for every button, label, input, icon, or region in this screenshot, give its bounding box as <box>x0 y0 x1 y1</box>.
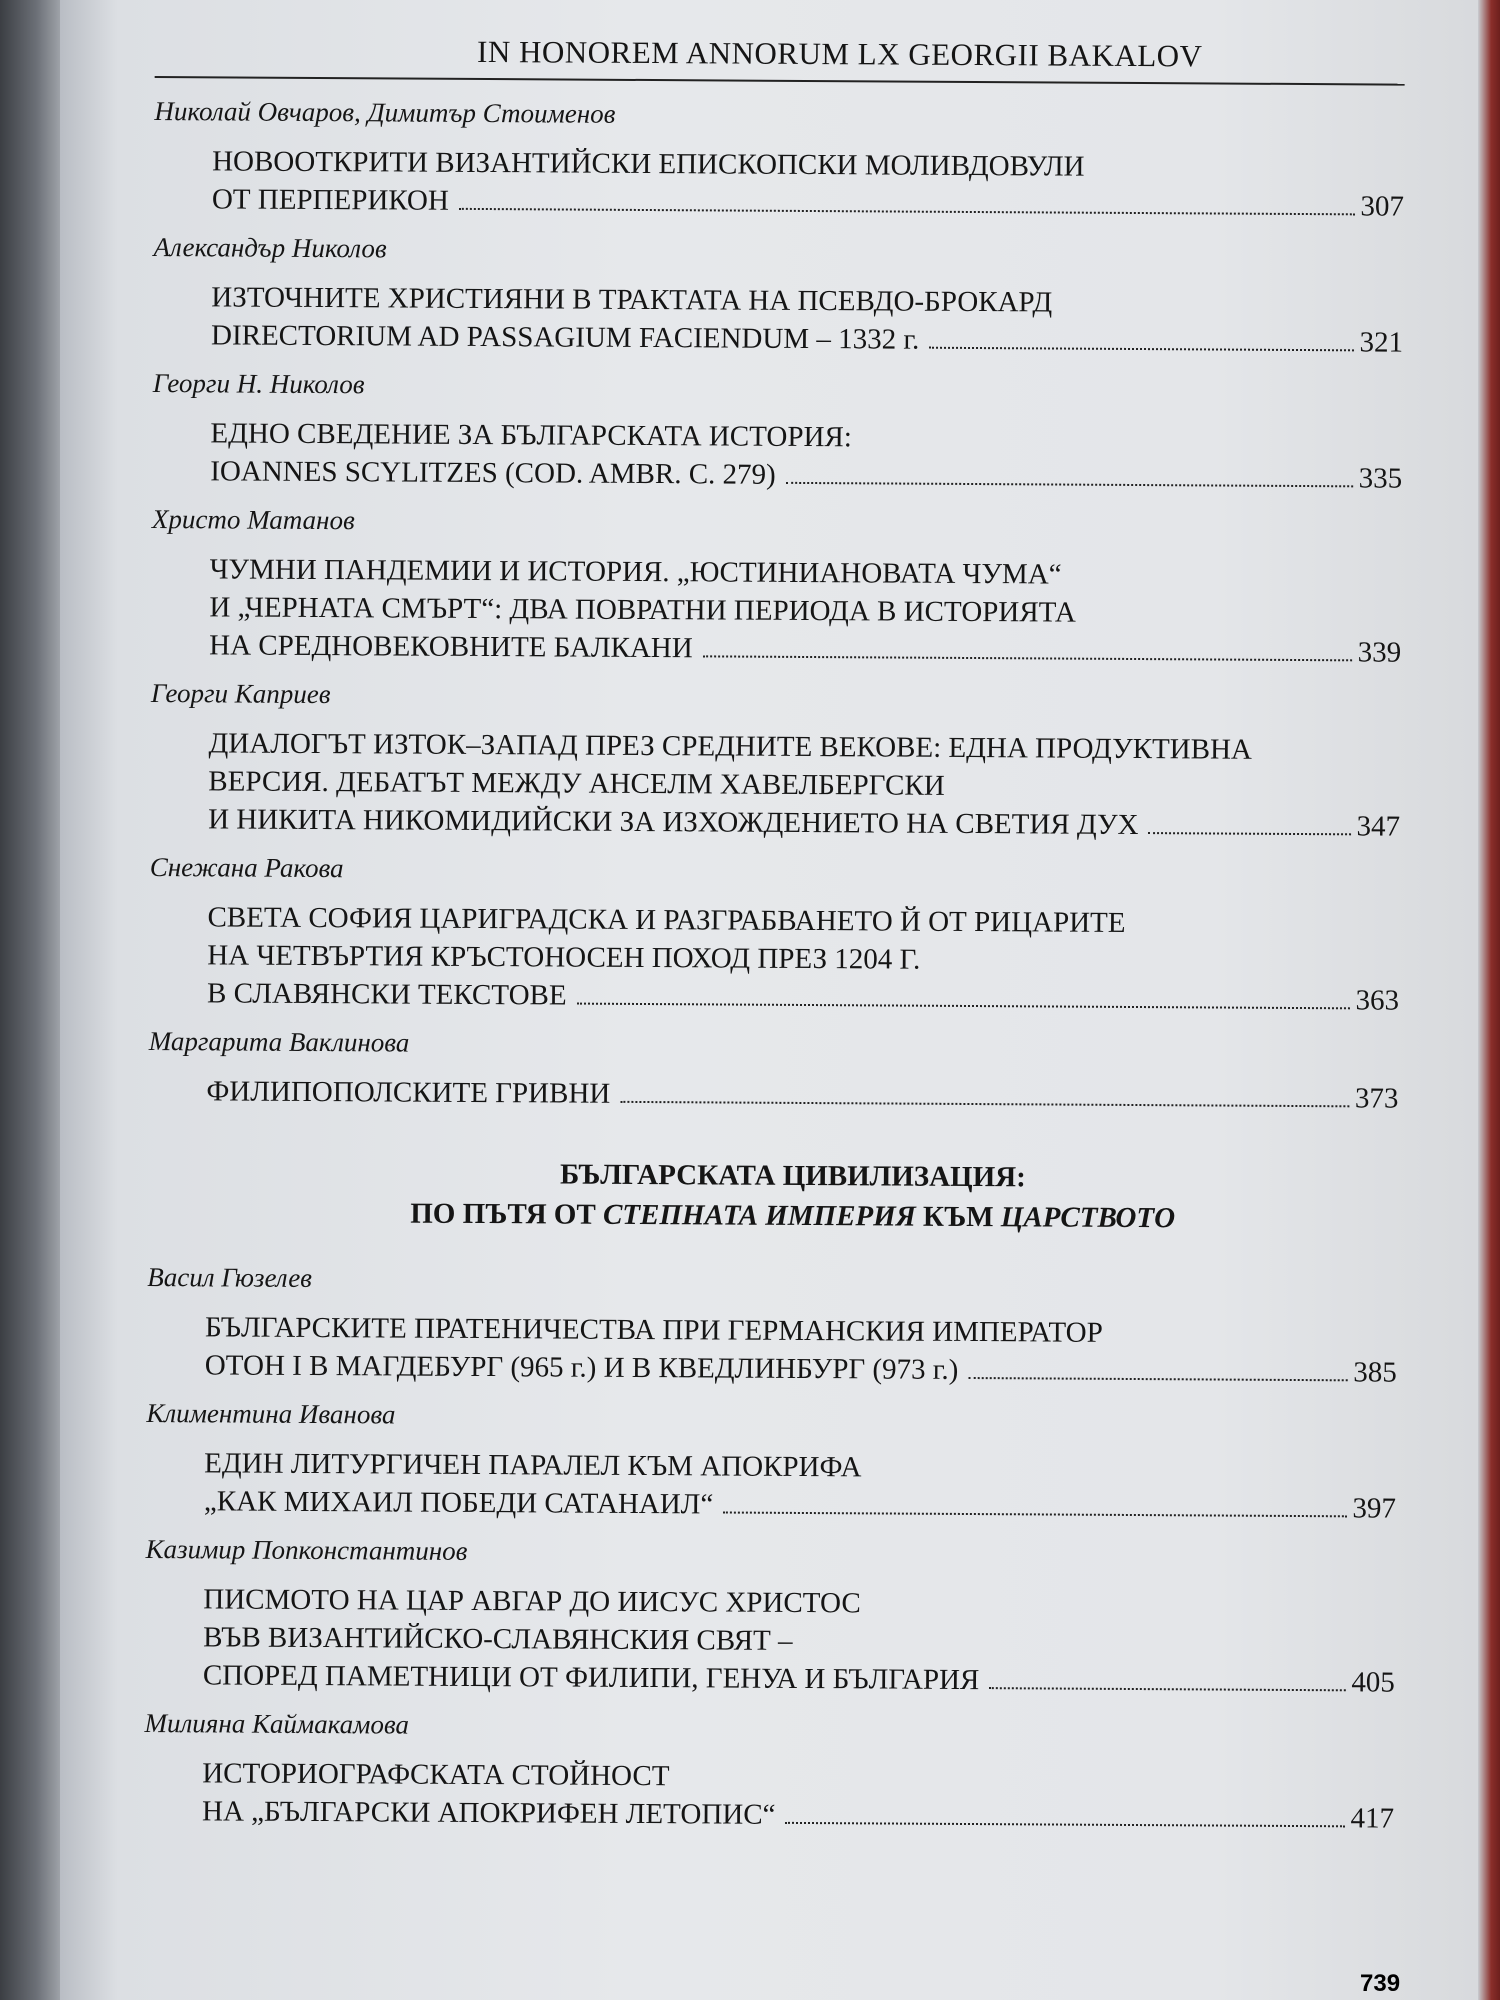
page-number: 739 <box>1360 1970 1401 1997</box>
section-heading-line1: БЪЛГАРСКАТА ЦИВИЛИЗАЦИЯ: <box>559 1158 1026 1194</box>
toc-entry <box>149 848 1400 1020</box>
entry-last-line <box>147 1346 1397 1392</box>
entry-title-line: ДИАЛОГЪТ ИЗТОК–ЗАПАД ПРЕЗ СРЕДНИТЕ ВЕКОВЕ: ЕДНА ПРОДУКТИВНА <box>208 727 1253 766</box>
entry-page-number: 385 <box>1353 1356 1397 1389</box>
entry-title-last: В СЛАВЯНСКИ ТЕКСТОВЕ <box>206 977 567 1012</box>
entry-title-line: ИСТОРИОГРАФСКАТА СТОЙНОСТ <box>202 1757 670 1793</box>
running-head: IN HONOREM ANNORUM LX GEORGII BAKALOV <box>476 33 1203 74</box>
section-heading-mid: КЪМ <box>915 1200 1001 1234</box>
entry-title-line: ВЪВ ВИЗАНТИЙСКО-СЛАВЯНСКИЯ СВЯТ – <box>203 1621 793 1657</box>
entry-title-line: ЧУМНИ ПАНДЕМИИ И ИСТОРИЯ. „ЮСТИНИАНОВАТА ЧУМА“ <box>209 553 1062 591</box>
dot-leader <box>620 1100 1349 1107</box>
entry-last-line <box>148 1072 1398 1118</box>
entry-title-last: ФИЛИПОПОЛСКИТЕ ГРИВНИ <box>206 1075 611 1110</box>
entry-title-line: СВЕТА СОФИЯ ЦАРИГРАДСКА И РАЗГРАБВАНЕТО Й ОТ РИЦАРИТЕ <box>207 901 1126 939</box>
entry-title <box>149 898 1399 982</box>
entry-page-number: 373 <box>1354 1082 1399 1115</box>
entry-title-last: И НИКИТА НИКОМИДИЙСКИ ЗА ИЗХОЖДЕНИЕТО НА СВЕТИЯ ДУХ <box>208 803 1139 842</box>
entry-author: Александър Николов <box>153 231 387 264</box>
entry-last-line <box>152 452 1402 498</box>
page-edge <box>1478 0 1500 2000</box>
entry-last-line <box>151 626 1401 672</box>
dot-leader <box>1148 831 1350 835</box>
toc-entry <box>148 1022 1399 1118</box>
entry-author: Климентина Иванова <box>146 1397 396 1430</box>
table-of-contents <box>144 20 1405 1848</box>
toc-list-section <box>144 1258 1397 1838</box>
entry-title-line: ЕДНО СВЕДЕНИЕ ЗА БЪЛГАРСКАТА ИСТОРИЯ: <box>210 417 852 454</box>
entry-author: Николай Овчаров, Димитър Стоименов <box>154 95 616 129</box>
dot-leader <box>577 1002 1350 1010</box>
entry-last-line <box>149 974 1399 1020</box>
entry-title <box>151 550 1401 634</box>
section-heading-prefix: ПО ПЪТЯ ОТ <box>410 1197 604 1231</box>
entry-title-last: DIRECTORIUM AD PASSAGIUM FACIENDUM – 1332 г. <box>210 319 920 356</box>
entry-author: Казимир Попконстантинов <box>145 1533 468 1566</box>
toc-entry <box>154 92 1405 226</box>
entry-last-line <box>153 316 1403 362</box>
entry-title-line: БЪЛГАРСКИТЕ ПРАТЕНИЧЕСТВА ПРИ ГЕРМАНСКИЯ ИМПЕРАТОР <box>204 1311 1103 1349</box>
dot-leader <box>703 654 1352 661</box>
entry-author: Христо Матанов <box>151 503 355 536</box>
entry-page-number: 307 <box>1360 190 1404 223</box>
entry-page-number: 339 <box>1357 636 1402 669</box>
entry-author: Георги Каприев <box>150 677 331 710</box>
entry-author: Маргарита Ваклинова <box>148 1025 410 1058</box>
entry-last-line <box>150 800 1400 846</box>
entry-title-line: И „ЧЕРНАТА СМЪРТ“: ДВА ПОВРАТНИ ПЕРИОДА В ИСТОРИЯТА <box>209 591 1076 629</box>
dot-leader <box>929 346 1353 352</box>
toc-entry <box>145 1530 1396 1702</box>
entry-title-line: ЕДИН ЛИТУРГИЧЕН ПАРАЛЕЛ КЪМ АПОКРИФА <box>204 1447 862 1484</box>
entry-title-last: „КАК МИХАИЛ ПОБЕДИ САТАНАИЛ“ <box>203 1485 714 1521</box>
entry-last-line <box>146 1482 1396 1528</box>
toc-entry <box>150 674 1401 846</box>
entry-last-line <box>154 180 1404 226</box>
section-heading <box>188 1152 1398 1239</box>
entry-page-number: 335 <box>1358 462 1403 495</box>
entry-title-last: IOANNES SCYLITZES (COD. AMBR. C. 279) <box>210 455 776 491</box>
header-rule <box>155 76 1405 86</box>
entry-last-line <box>144 1792 1394 1838</box>
entry-page-number: 405 <box>1351 1666 1395 1699</box>
entry-author: Георги Н. Николов <box>152 367 365 400</box>
entry-title-line: ПИСМОТО НА ЦАР АВГАР ДО ИИСУС ХРИСТОС <box>203 1583 861 1620</box>
entry-title-line: НОВООТКРИТИ ВИЗАНТИЙСКИ ЕПИСКОПСКИ МОЛИВДОВУЛИ <box>212 145 1085 183</box>
toc-list <box>148 92 1404 1118</box>
toc-entry <box>152 364 1403 498</box>
entry-title-line: ИЗТОЧНИТЕ ХРИСТИЯНИ В ТРАКТАТА НА ПСЕВДО-БРОКАРД <box>211 281 1053 319</box>
entry-author: Васил Гюзелев <box>147 1261 313 1293</box>
entry-title <box>145 1580 1395 1664</box>
dot-leader <box>968 1376 1347 1381</box>
entry-last-line <box>145 1656 1395 1702</box>
book-page <box>60 0 1500 2000</box>
dot-leader <box>785 1821 1344 1827</box>
entry-page-number: 321 <box>1359 326 1404 359</box>
entry-title-line: ВЕРСИЯ. ДЕБАТЪТ МЕЖДУ АНСЕЛМ ХАВЕЛБЕРГСКИ <box>208 765 945 802</box>
entry-author: Снежана Ракова <box>149 851 344 884</box>
entry-page-number: 397 <box>1352 1492 1397 1525</box>
book-spine-shadow <box>0 0 60 2000</box>
section-heading-italic: СТЕПНАТА ИМПЕРИЯ <box>602 1198 916 1233</box>
dot-leader <box>786 481 1353 487</box>
section-heading-italic2: ЦАРСТВОТО <box>1000 1201 1176 1235</box>
entry-title <box>150 724 1400 808</box>
entry-title-last: ОТ ПЕРПЕРИКОН <box>211 183 449 217</box>
entry-title-line: НА ЧЕТВЪРТИЯ КРЪСТОНОСЕН ПОХОД ПРЕЗ 1204 Г. <box>207 939 921 976</box>
entry-author: Милияна Каймакамова <box>144 1707 410 1740</box>
entry-page-number: 347 <box>1356 810 1401 843</box>
toc-entry <box>146 1394 1397 1528</box>
section-heading-line2 <box>188 1192 1398 1239</box>
entry-page-number: 417 <box>1350 1802 1395 1835</box>
entry-title-last: НА „БЪЛГАРСКИ АПОКРИФЕН ЛЕТОПИС“ <box>201 1795 776 1831</box>
entry-page-number: 363 <box>1355 984 1400 1017</box>
entry-title-last: ОТОН I В МАГДЕБУРГ (965 г.) И В КВЕДЛИНБУРГ (973 г.) <box>204 1349 959 1386</box>
toc-entry <box>153 228 1404 362</box>
dot-leader <box>989 1686 1345 1691</box>
entry-title-last: СПОРЕД ПАМЕТНИЦИ ОТ ФИЛИПИ, ГЕНУА И БЪЛГАРИЯ <box>202 1659 980 1697</box>
toc-entry <box>144 1704 1395 1838</box>
dot-leader <box>723 1510 1346 1517</box>
entry-title-last: НА СРЕДНОВЕКОВНИТЕ БАЛКАНИ <box>209 629 693 665</box>
toc-entry <box>147 1258 1398 1392</box>
toc-entry <box>151 500 1402 672</box>
dot-leader <box>459 207 1355 215</box>
